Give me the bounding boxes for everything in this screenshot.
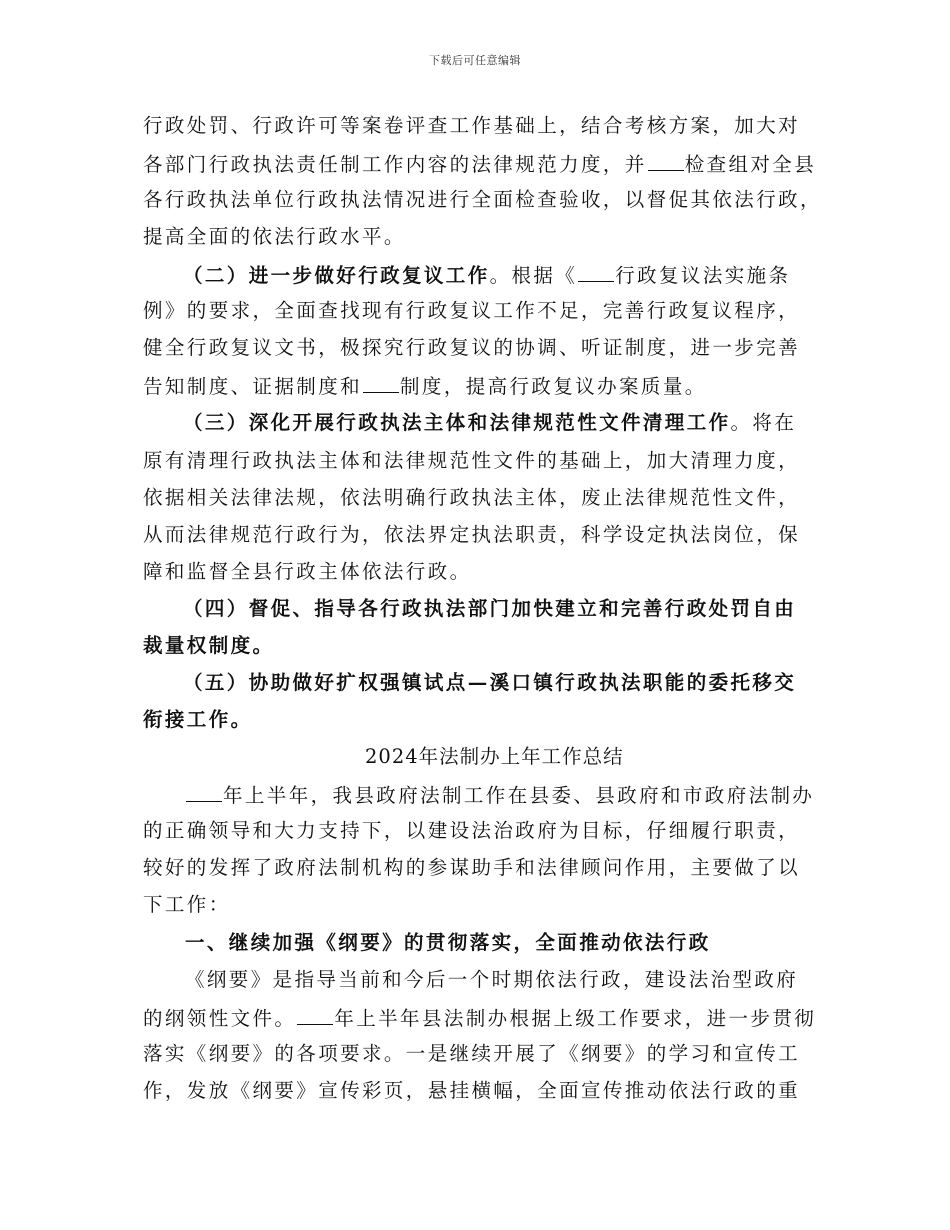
text-run: 各部门行政执法责任制工作内容的法律规范力度，并 xyxy=(143,153,647,176)
text-run: 的纲领性文件。 xyxy=(143,1007,297,1030)
paragraph-6-line-4: 下工作： xyxy=(143,893,231,916)
paragraph-1-line-2 xyxy=(143,151,816,177)
paragraph-2-line-1 xyxy=(183,262,790,288)
paragraph-7-line-2 xyxy=(143,1005,816,1031)
text-run: 。根据《 xyxy=(489,264,578,287)
paragraph-2-heading: （二）进一步做好行政复议工作 xyxy=(183,264,490,287)
blank-field xyxy=(363,373,399,393)
blank-field xyxy=(297,1005,333,1025)
paragraph-1-line-4: 提高全面的依法行政水平。 xyxy=(143,225,406,248)
text-run: 告知制度、证据制度和 xyxy=(143,375,363,398)
paragraph-1-line-3: 各行政执法单位行政执法情况进行全面检查验收，以督促其依法行政， xyxy=(143,188,822,211)
paragraph-2-line-3: 健全行政复议文书，极探究行政复议的协调、听证制度，进一步完善 xyxy=(143,336,801,359)
paragraph-7-line-4: 作，发放《纲要》宣传彩页，悬挂横幅，全面宣传推动依法行政的重 xyxy=(143,1079,801,1102)
paragraph-3-line-3: 依据相关法律法规，依法明确行政执法主体，废止法律规范性文件， xyxy=(143,486,801,509)
paragraph-3-line-2: 原有清理行政执法主体和法律规范性文件的基础上，加大清理力度， xyxy=(143,449,801,472)
paragraph-4-line-2: 裁量权制度。 xyxy=(143,634,275,657)
text-run: 检查组对全县 xyxy=(684,153,817,176)
paragraph-1-line-1: 行政处罚、行政许可等案卷评查工作基础上，结合考核方案，加大对 xyxy=(143,114,801,137)
text-run: 年上半年县法制办根据上级工作要求，进一步贯彻 xyxy=(334,1007,817,1030)
paragraph-4-line-1: （四）督促、指导各行政执法部门加快建立和完善行政处罚自由 xyxy=(183,597,797,620)
paragraph-3-line-4: 从而法律规范行政行为，依法界定执法职责，科学设定执法岗位，保 xyxy=(143,523,801,546)
section-heading-1: 一、继续加强《纲要》的贯彻落实，全面推动依法行政 xyxy=(185,931,711,954)
blank-field xyxy=(648,151,684,171)
text-run: 年上半年，我县政府法制工作在县委、县政府和市政府法制办 xyxy=(223,784,815,807)
blank-field xyxy=(578,262,614,282)
paragraph-6-line-2: 的正确领导和大力支持下，以建设法治政府为目标，仔细履行职责， xyxy=(143,819,801,842)
paragraph-6-line-3: 较好的发挥了政府法制机构的参谋助手和法律顾问作用，主要做了以 xyxy=(143,856,801,879)
text-run: 行政复议法实施条 xyxy=(615,264,791,287)
paragraph-3-line-1 xyxy=(183,411,796,435)
document-title: 2024年法制办上年工作总结 xyxy=(365,745,624,768)
paragraph-2-line-2: 例》的要求，全面查找现有行政复议工作不足，完善行政复议程序， xyxy=(143,299,801,322)
paragraph-3-heading: （三）深化开展行政执法主体和法律规范性文件清理工作 xyxy=(183,411,731,434)
page-header: 下载后可任意编辑 xyxy=(429,54,521,67)
paragraph-6-line-1 xyxy=(185,782,814,808)
paragraph-7-line-1: 《纲要》是指导当前和今后一个时期依法行政，建设法治型政府 xyxy=(185,968,799,991)
paragraph-5-line-1: （五）协助做好扩权强镇试点—溪口镇行政执法职能的委托移交 xyxy=(183,671,797,694)
paragraph-7-line-3: 落实《纲要》的各项要求。一是继续开展了《纲要》的学习和宣传工 xyxy=(143,1042,801,1065)
text-run: 。将在 xyxy=(730,411,797,434)
text-run: 制度，提高行政复议办案质量。 xyxy=(400,375,707,398)
blank-field xyxy=(186,782,222,802)
paragraph-5-line-2: 衔接工作。 xyxy=(143,708,253,731)
paragraph-2-line-4 xyxy=(143,373,707,399)
paragraph-3-line-5: 障和监督全县行政主体依法行政。 xyxy=(143,560,472,583)
